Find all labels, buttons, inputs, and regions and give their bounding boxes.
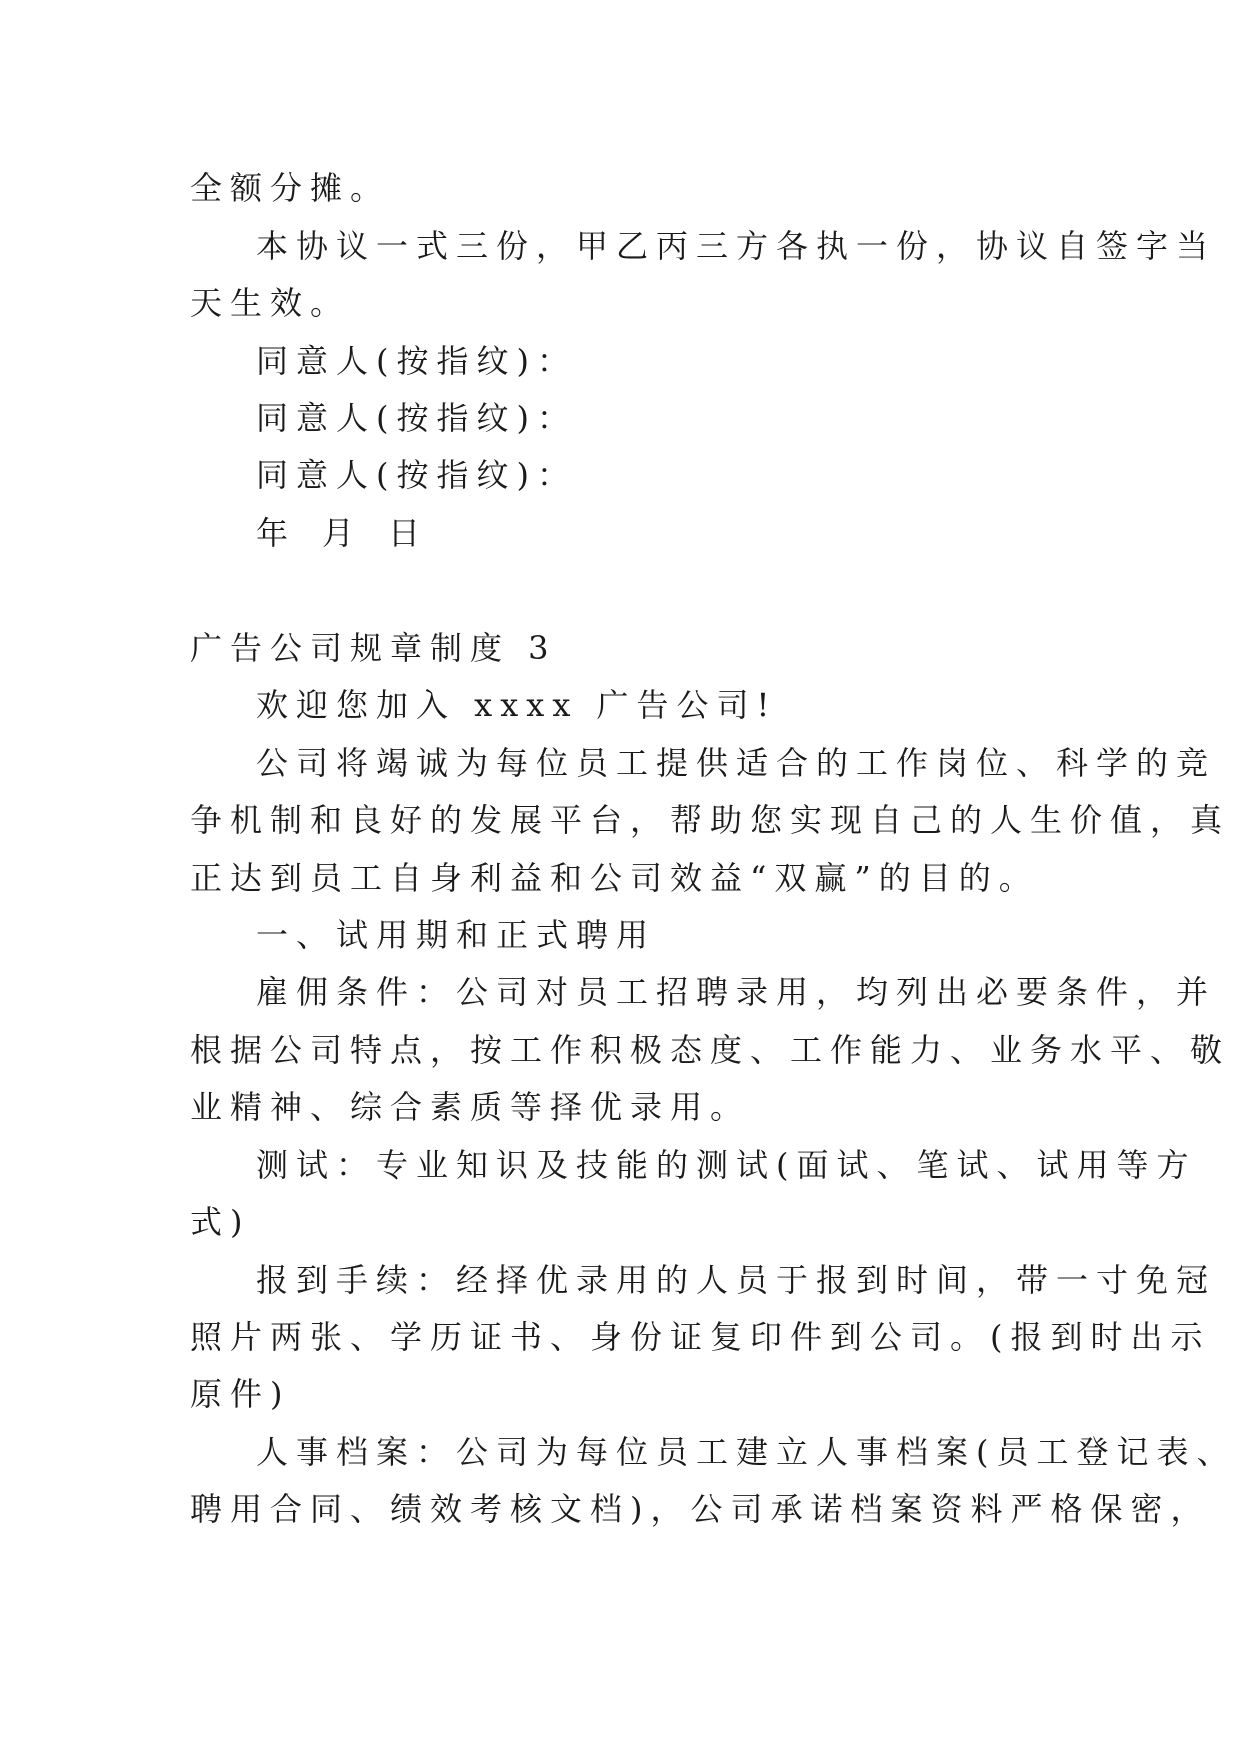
text-line: 欢迎您加入 xxxx 广告公司! [256,686,778,724]
date-line [256,513,1241,553]
date-year: 年 [256,514,297,552]
text-line: 正达到员工自身利益和公司效益“双赢”的目的。 [190,859,1039,897]
text-line: 测试：专业知识及技能的测试(面试、笔试、试用等方 [256,1146,1197,1184]
text-line: 原件) [190,1375,291,1413]
text-line: 本协议一式三份，甲乙丙三方各执一份，协议自签字当 [256,227,1217,265]
signature-line: 同意人(按指纹)： [256,456,577,494]
text-line: 公司将竭诚为每位员工提供适合的工作岗位、科学的竞 [256,744,1217,782]
text-line: 争机制和良好的发展平台，帮助您实现自己的人生价值，真 [190,801,1231,839]
text-line: 聘用合同、绩效考核文档)，公司承诺档案资料严格保密， [190,1490,1211,1528]
signature-line: 同意人(按指纹)： [256,399,577,437]
subsection-title: 一、试用期和正式聘用 [256,916,657,954]
section-title: 广告公司规章制度 3 [190,629,557,667]
text-line: 报到手续：经择优录用的人员于报到时间，带一寸免冠 [256,1261,1217,1299]
text-line: 式) [190,1203,251,1241]
text-line: 雇佣条件：公司对员工招聘录用，均列出必要条件，并 [256,973,1217,1011]
text-line: 照片两张、学历证书、身份证复印件到公司。(报到时出示 [190,1318,1211,1356]
date-month: 月 [322,514,363,552]
text-line: 业精神、综合素质等择优录用。 [190,1088,751,1126]
date-day: 日 [388,514,429,552]
signature-line: 同意人(按指纹)： [256,342,577,380]
text-line: 全额分摊。 [190,169,391,207]
text-line: 天生效。 [190,284,351,322]
text-line: 根据公司特点，按工作积极态度、工作能力、业务水平、敬 [190,1031,1231,1069]
text-line: 人事档案：公司为每位员工建立人事档案(员工登记表、 [256,1433,1237,1471]
